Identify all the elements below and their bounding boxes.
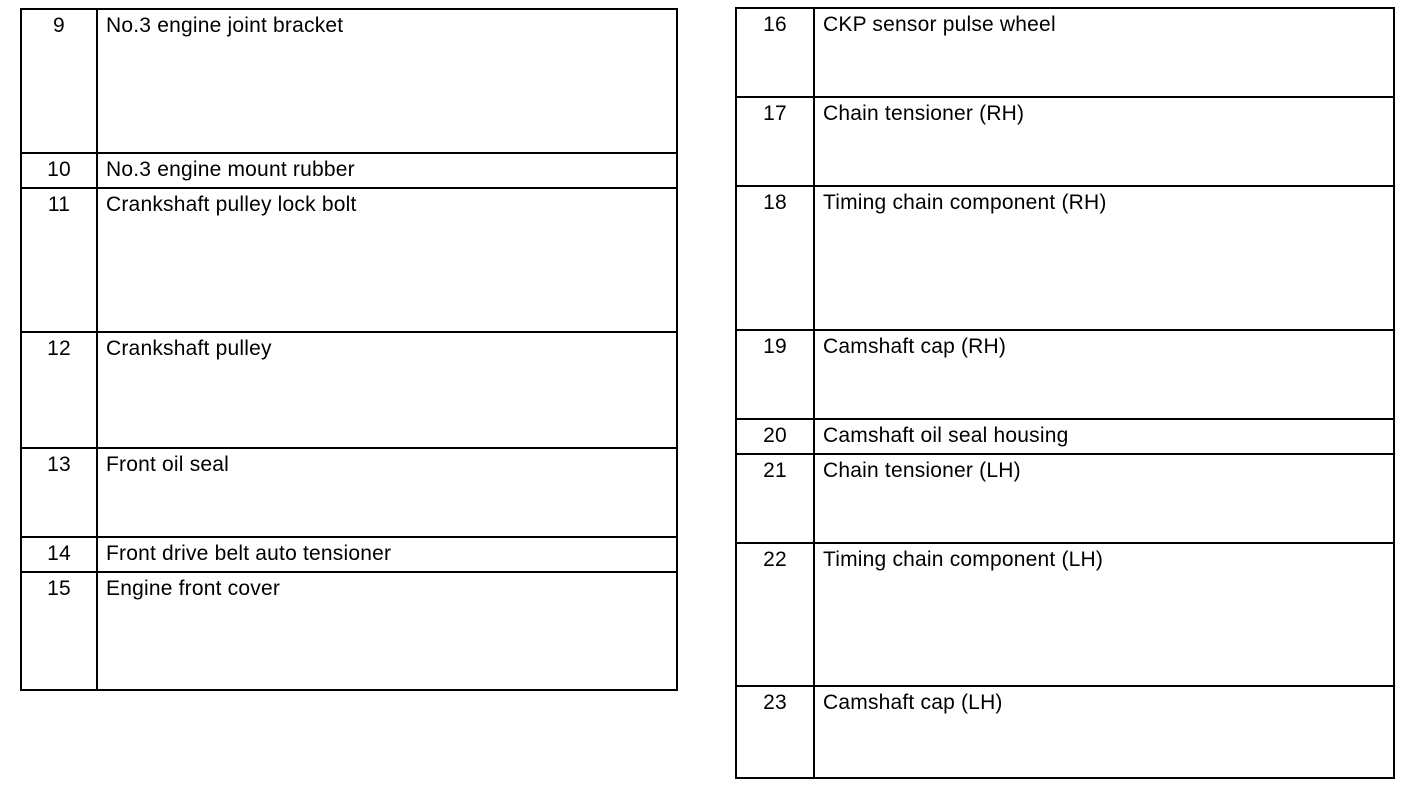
part-name: No.3 engine mount rubber — [97, 153, 677, 188]
table-row — [736, 97, 1394, 186]
part-number: 16 — [736, 8, 814, 97]
part-number: 23 — [736, 686, 814, 778]
part-number: 12 — [21, 332, 97, 448]
table-row — [736, 419, 1394, 454]
table-row — [21, 9, 677, 153]
table-row — [736, 543, 1394, 686]
part-name: Camshaft oil seal housing — [814, 419, 1394, 454]
table-row — [736, 330, 1394, 419]
part-name: Front drive belt auto tensioner — [97, 537, 677, 572]
part-number: 10 — [21, 153, 97, 188]
part-name: Camshaft cap (RH) — [814, 330, 1394, 419]
part-number: 13 — [21, 448, 97, 537]
part-number: 19 — [736, 330, 814, 419]
part-number: 11 — [21, 188, 97, 332]
table-row — [736, 686, 1394, 778]
part-number: 22 — [736, 543, 814, 686]
part-number: 20 — [736, 419, 814, 454]
part-number: 21 — [736, 454, 814, 543]
part-number: 9 — [21, 9, 97, 153]
table-row — [21, 153, 677, 188]
part-number: 15 — [21, 572, 97, 690]
parts-table-right — [735, 7, 1395, 779]
part-number: 14 — [21, 537, 97, 572]
table-row — [21, 572, 677, 690]
part-name: Front oil seal — [97, 448, 677, 537]
table-row — [736, 186, 1394, 330]
part-name: Timing chain component (RH) — [814, 186, 1394, 330]
table-row — [21, 188, 677, 332]
part-name: Chain tensioner (RH) — [814, 97, 1394, 186]
part-number: 18 — [736, 186, 814, 330]
table-row — [736, 454, 1394, 543]
part-name: Timing chain component (LH) — [814, 543, 1394, 686]
part-name: Engine front cover — [97, 572, 677, 690]
part-name: Chain tensioner (LH) — [814, 454, 1394, 543]
part-name: CKP sensor pulse wheel — [814, 8, 1394, 97]
part-name: No.3 engine joint bracket — [97, 9, 677, 153]
table-row — [21, 537, 677, 572]
part-name: Crankshaft pulley lock bolt — [97, 188, 677, 332]
table-row — [21, 332, 677, 448]
part-number: 17 — [736, 97, 814, 186]
table-row — [736, 8, 1394, 97]
part-name: Camshaft cap (LH) — [814, 686, 1394, 778]
parts-table-left — [20, 8, 678, 691]
table-row — [21, 448, 677, 537]
part-name: Crankshaft pulley — [97, 332, 677, 448]
